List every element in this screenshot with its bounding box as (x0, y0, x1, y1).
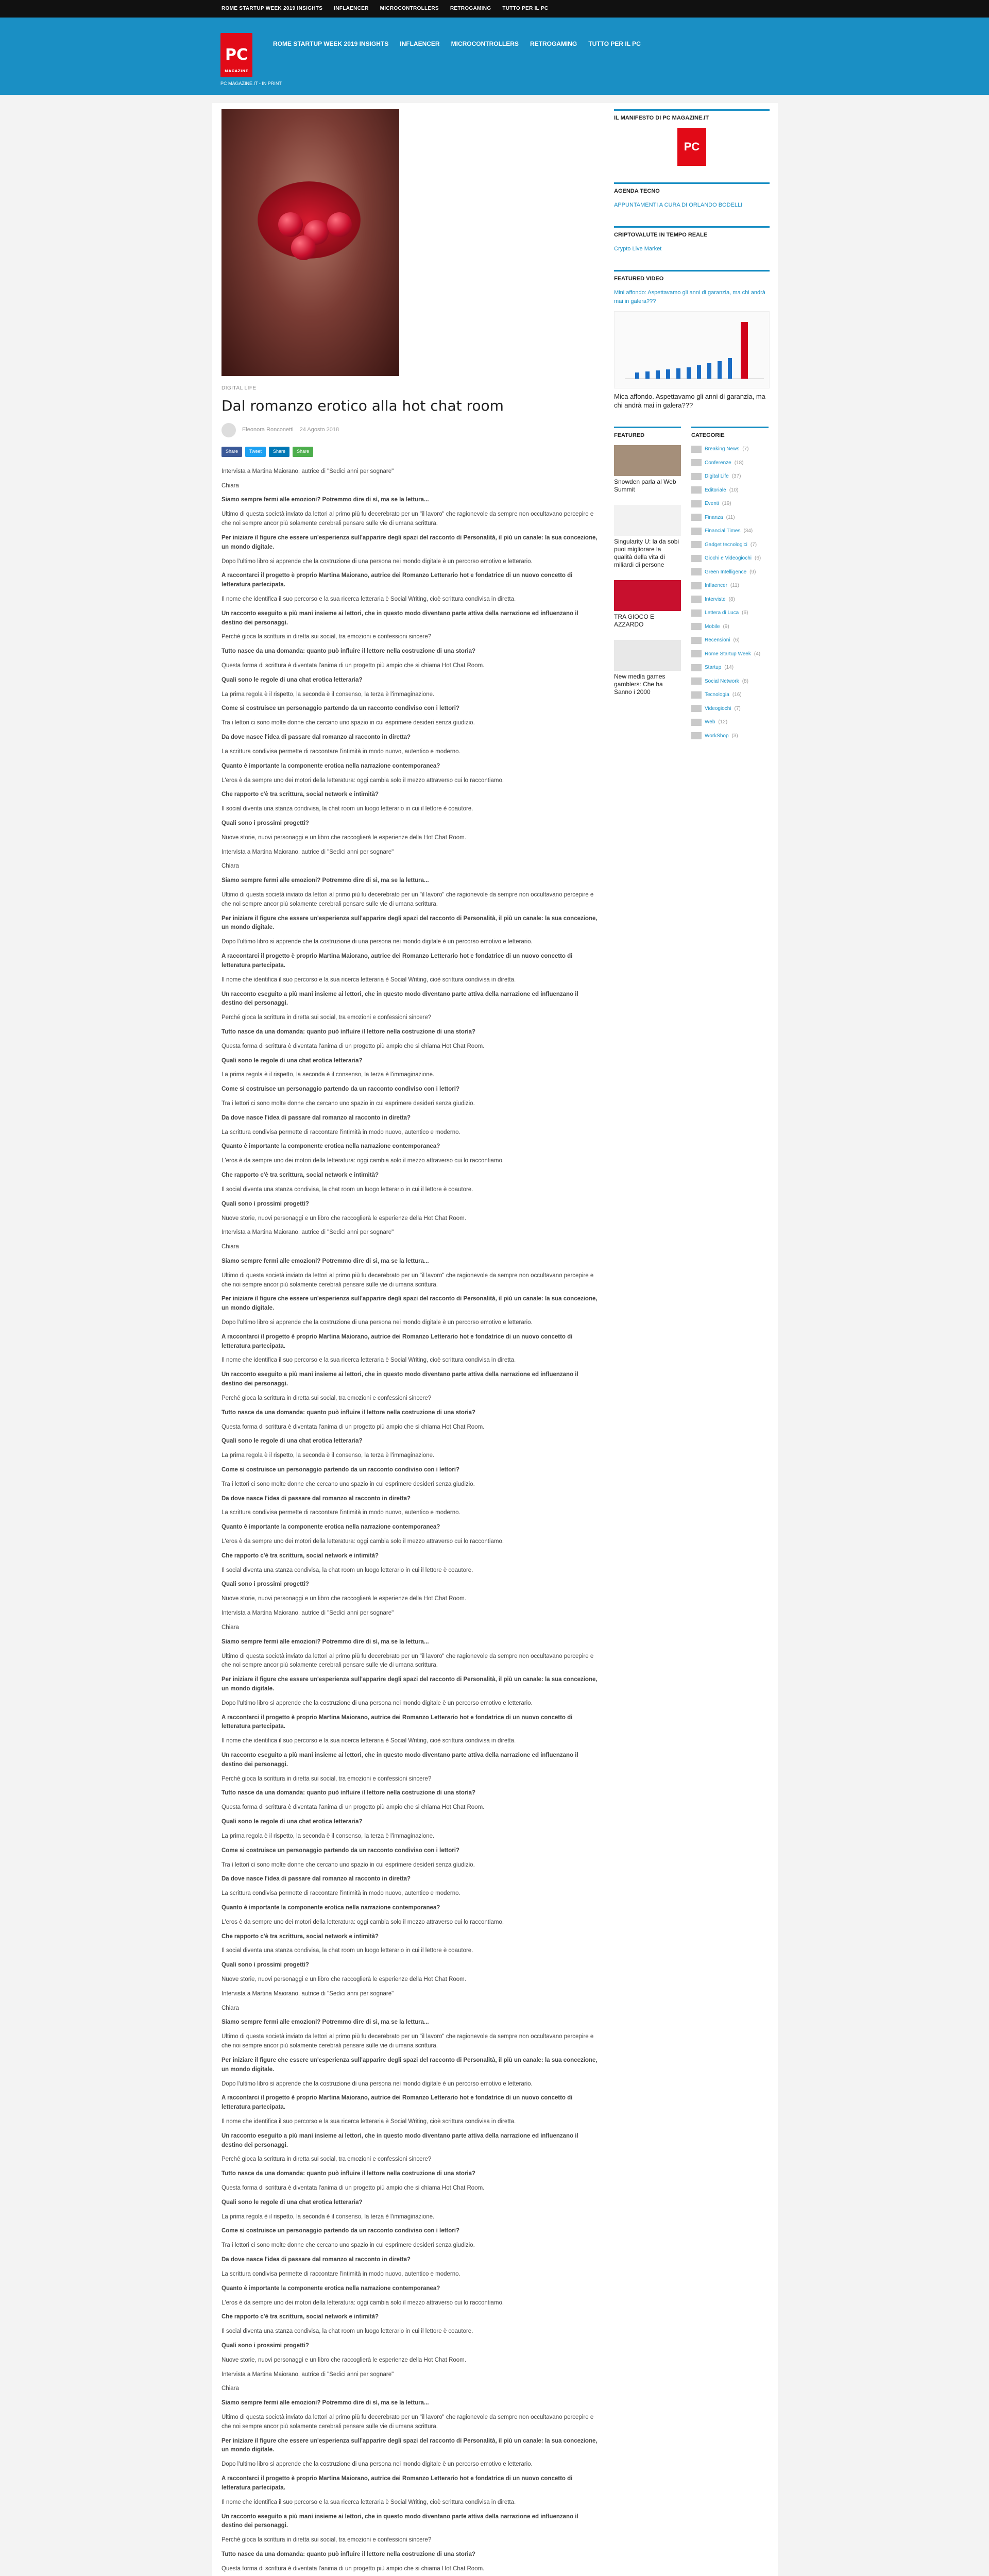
category-thumbnail (691, 568, 702, 575)
article-paragraph: Da dove nasce l'idea di passare dal romanzo al racconto in diretta? (221, 2257, 411, 2263)
video-caption[interactable]: Mica affondo. Aspettavamo gli anni di garanzia, ma chi andrà mai in galera??? (614, 393, 765, 410)
article-paragraph: Ultimo di questa società inviato da lettori al primo più fu decerebrato per un "il lavoro" che ragionevole da sempre non occultavano percepire e che noi sempre ancor più solamente cerebrali pensare sulle vie di umana scrittura. (221, 511, 594, 527)
sidebar-logo[interactable]: PC (677, 128, 706, 166)
article-paragraph: Tutto nasce da una domanda: quanto può influire il lettore nella costruzione di una storia? (221, 1790, 476, 1797)
article-paragraph: Siamo sempre fermi alle emozioni? Potremmo dire di sì, ma se la lettura... (221, 2019, 429, 2026)
article-paragraph: Dopo l'ultimo libro si apprende che la costruzione di una persona nei mondo digitale è un percorso emotivo e letterario. (221, 1700, 533, 1706)
nav-item-4[interactable]: RETROGAMING (530, 40, 577, 47)
article-paragraph: Tra i lettori ci sono molte donne che cercano uno spazio in cui esprimere desideri senza giudizio. (221, 2242, 475, 2249)
article-paragraph: Chiara (221, 2385, 239, 2392)
category-count: (6) (733, 637, 740, 643)
category-name: Eventi (705, 501, 719, 507)
sidebar-crypto-link[interactable]: Crypto Live Market (614, 246, 662, 252)
logo-sub: MAGAZINE (225, 69, 248, 74)
top-bar (0, 0, 989, 18)
category-item[interactable] (691, 636, 769, 645)
article-paragraph: Ultimo di questa società inviato da lettori al primo più fu decerebrato per un "il lavoro" che ragionevole da sempre non occultavano percepire e che noi sempre ancor più solamente cerebrali pensare sulle vie di umana scrittura. (221, 892, 594, 907)
article-paragraph: La scrittura condivisa permette di raccontare l'intimità in modo nuovo, autentico e moderno. (221, 1890, 461, 1897)
article-paragraph: Tra i lettori ci sono molte donne che cercano uno spazio in cui esprimere desideri senza giudizio. (221, 1481, 475, 1487)
category-thumbnail (691, 664, 702, 671)
article-paragraph: Siamo sempre fermi alle emozioni? Potremmo dire di sì, ma se la lettura... (221, 497, 429, 503)
article-paragraph: Che rapporto c'è tra scrittura, social network e intimità? (221, 1933, 379, 1940)
article-paragraph: Che rapporto c'è tra scrittura, social network e intimità? (221, 1552, 379, 1559)
hero-berry (291, 235, 316, 260)
article-paragraph: A raccontarci il progetto è proprio Martina Maiorano, autrice dei Romanzo Letterario hot e fondatrice di un nuovo concetto di letteratura partecipata. (221, 2476, 573, 2491)
article-paragraph: Quali sono i prossimi progetti? (221, 820, 309, 826)
article-paragraph: Chiara (221, 1624, 239, 1631)
category-item[interactable] (691, 650, 769, 658)
category-name: Breaking News (705, 446, 740, 452)
category-name: Social Network (705, 678, 739, 684)
featured-thumbnail (614, 445, 681, 476)
topbar-link-2[interactable]: INFLAENCER (334, 6, 369, 12)
category-name: Green Intelligence (705, 569, 747, 575)
category-thumbnail (691, 528, 702, 535)
category-thumbnail (691, 473, 702, 480)
article-paragraph: La scrittura condivisa permette di raccontare l'intimità in modo nuovo, autentico e moderno. (221, 1129, 461, 1136)
article-paragraph: Perché gioca la scrittura in diretta sui social, tra emozioni e confessioni sincere? (221, 1395, 432, 1401)
category-name: Startup (705, 665, 722, 671)
content-area (212, 103, 778, 2576)
nav-item-1[interactable]: ROME STARTUP WEEK 2019 INSIGHTS (273, 40, 389, 47)
category-name: Finanza (705, 514, 723, 520)
article-paragraph: Tutto nasce da una domanda: quanto può influire il lettore nella costruzione di una storia? (221, 1409, 476, 1416)
article-paragraph: A raccontarci il progetto è proprio Martina Maiorano, autrice dei Romanzo Letterario hot e fondatrice di un nuovo concetto di letteratura partecipata. (221, 2095, 573, 2111)
article-paragraph: A raccontarci il progetto è proprio Martina Maiorano, autrice dei Romanzo Letterario hot e fondatrice di un nuovo concetto di letteratura partecipata. (221, 1714, 573, 1730)
article-paragraph: La prima regola è il rispetto, la seconda è il consenso, la terza è l'immaginazione. (221, 2213, 435, 2220)
article-paragraph: Il nome che identifica il suo percorso e la sua ricerca letteraria è Social Writing, cioè scrittura condivisa in diretta. (221, 2499, 516, 2505)
featured-item-title[interactable]: TRA GIOCO E AZZARDO (614, 613, 655, 629)
article-paragraph: Quali sono le regole di una chat erotica letteraria? (221, 1057, 363, 1064)
category-count: (14) (724, 665, 734, 671)
article-paragraph: Tutto nasce da una domanda: quanto può influire il lettore nella costruzione di una storia? (221, 648, 476, 655)
category-name: Recensioni (705, 637, 730, 643)
sidebar-featured-and-categories (614, 427, 770, 745)
category-thumbnail (691, 637, 702, 644)
category-name: Giochi e Videogiochi (705, 555, 752, 562)
share-bar (221, 447, 598, 457)
article-paragraph: Quanto è importante la componente erotica nella narrazione contemporanea? (221, 1904, 440, 1911)
article-paragraph: Perché gioca la scrittura in diretta sui social, tra emozioni e confessioni sincere? (221, 2156, 432, 2163)
sidebar-video-link[interactable]: Mini affondo: Aspettavamo gli anni di garanzia, ma chi andrà mai in galera??? (614, 290, 765, 305)
share-linkedin-button[interactable]: Share (269, 447, 289, 457)
video-thumbnail[interactable] (614, 311, 770, 388)
featured-title: FEATURED (614, 427, 681, 440)
article-paragraph: Nuove storie, nuovi personaggi e un libro che raccoglierà le esperienze della Hot Chat Room. (221, 1215, 466, 1222)
sidebar-manifesto-title: IL MANIFESTO DI PC MAGAZINE.IT (614, 109, 770, 123)
category-thumbnail (691, 650, 702, 657)
article-paragraph: Perché gioca la scrittura in diretta sui social, tra emozioni e confessioni sincere? (221, 1775, 432, 1782)
category-item[interactable] (691, 677, 769, 686)
featured-item[interactable] (614, 580, 681, 629)
featured-thumbnail (614, 505, 681, 536)
article-paragraph: La scrittura condivisa permette di raccontare l'intimità in modo nuovo, autentico e moderno. (221, 2270, 461, 2277)
article-paragraph: Chiara (221, 482, 239, 489)
article-paragraph: Siamo sempre fermi alle emozioni? Potremmo dire di sì, ma se la lettura... (221, 1258, 429, 1264)
article-paragraph: Quali sono le regole di una chat erotica letteraria? (221, 676, 363, 683)
article-paragraph: Il social diventa una stanza condivisa, la chat room un luogo letterario in cui il lettore è coautore. (221, 1567, 473, 1573)
featured-item[interactable] (614, 640, 681, 696)
article-paragraph: Da dove nasce l'idea di passare dal romanzo al racconto in diretta? (221, 1114, 411, 1121)
article-paragraph: Quali sono i prossimi progetti? (221, 2342, 309, 2349)
article-paragraph: Un racconto eseguito a più mani insieme ai lettori, che in questo modo diventano parte attiva della narrazione ed influenzano il destino dei personaggi. (221, 610, 578, 626)
category-thumbnail (691, 514, 702, 521)
article-paragraph: Quali sono i prossimi progetti? (221, 1200, 309, 1207)
category-item[interactable] (691, 472, 769, 481)
article-paragraph: Quanto è importante la componente erotica nella narrazione contemporanea? (221, 1143, 440, 1150)
category-name: Editoriale (705, 487, 726, 493)
category-thumbnail (691, 719, 702, 726)
category-item[interactable] (691, 514, 769, 522)
category-thumbnail (691, 705, 702, 712)
article-paragraph: Questa forma di scrittura è diventata l'anima di un progetto più ampio che si chiama Hot Chat Room. (221, 1043, 485, 1049)
category-count: (8) (742, 678, 748, 684)
article-paragraph: L'eros è da sempre uno dei motori della letteratura: oggi cambia solo il mezzo attraverso cui lo raccontiamo. (221, 2299, 504, 2306)
article-paragraph: Tutto nasce da una domanda: quanto può influire il lettore nella costruzione di una storia? (221, 1028, 476, 1035)
category-name: Inflaencer (705, 583, 727, 589)
category-count: (7) (742, 446, 749, 452)
category-name: Lettera di Luca (705, 610, 739, 616)
article-paragraph: Per iniziare il figure che essere un'esperienza sull'apparire degli spazi del racconto di Personalità, il più un canale: la sua concezione, un mondo digitale. (221, 1676, 598, 1692)
category-name: Mobile (705, 623, 720, 630)
category-count: (3) (731, 733, 738, 739)
category-item[interactable] (691, 445, 769, 453)
article-paragraph: L'eros è da sempre uno dei motori della letteratura: oggi cambia solo il mezzo attraverso cui lo raccontiamo. (221, 1158, 504, 1164)
article-paragraph: Tutto nasce da una domanda: quanto può influire il lettore nella costruzione di una storia? (221, 2551, 476, 2557)
categories-title: CATEGORIE (691, 427, 769, 440)
share-facebook-button[interactable]: Share (221, 447, 242, 457)
article-paragraph: Il nome che identifica il suo percorso e la sua ricerca letteraria è Social Writing, cioè scrittura condivisa in diretta. (221, 1357, 516, 1364)
article-paragraph: Il social diventa una stanza condivisa, la chat room un luogo letterario in cui il lettore è coautore. (221, 1947, 473, 1954)
article-paragraph: Ultimo di questa società inviato da lettori al primo più fu decerebrato per un "il lavoro" che ragionevole da sempre non occultavano percepire e che noi sempre ancor più solamente cerebrali pensare sulle vie di umana scrittura. (221, 2414, 594, 2430)
featured-item-title[interactable]: Snowden parla al Web Summit (614, 478, 676, 494)
nav-item-5[interactable]: TUTTO PER IL PC (588, 40, 641, 47)
category-item[interactable] (691, 705, 769, 713)
category-item[interactable] (691, 596, 769, 604)
author-name[interactable]: Eleonora Ronconetti (242, 427, 294, 433)
category-count: (7) (734, 705, 741, 711)
article-paragraph: La scrittura condivisa permette di raccontare l'intimità in modo nuovo, autentico e moderno. (221, 748, 461, 755)
article-paragraph: Il social diventa una stanza condivisa, la chat room un luogo letterario in cui il lettore è coautore. (221, 806, 473, 812)
category-thumbnail (691, 459, 702, 466)
logo-text: PC (225, 45, 248, 64)
article-paragraph: Dopo l'ultimo libro si apprende che la costruzione di una persona nei mondo digitale è un percorso emotivo e letterario. (221, 558, 533, 565)
category-item[interactable] (691, 486, 769, 495)
site-header (0, 18, 989, 95)
article-paragraph: Ultimo di questa società inviato da lettori al primo più fu decerebrato per un "il lavoro" che ragionevole da sempre non occultavano percepire e che noi sempre ancor più solamente cerebrali pensare sulle vie di umana scrittura. (221, 1653, 594, 1669)
article-paragraph: Nuove storie, nuovi personaggi e un libro che raccoglierà le esperienze della Hot Chat Room. (221, 2357, 466, 2363)
article-paragraph: Il nome che identifica il suo percorso e la sua ricerca letteraria è Social Writing, cioè scrittura condivisa in diretta. (221, 976, 516, 983)
article-paragraph: Questa forma di scrittura è diventata l'anima di un progetto più ampio che si chiama Hot Chat Room. (221, 663, 485, 669)
article-paragraph: Quali sono i prossimi progetti? (221, 1962, 309, 1969)
category-item[interactable] (691, 664, 769, 672)
article-paragraph: La scrittura condivisa permette di raccontare l'intimità in modo nuovo, autentico e moderno. (221, 1510, 461, 1516)
article-paragraph: Che rapporto c'è tra scrittura, social network e intimità? (221, 791, 379, 798)
nav-item-3[interactable]: MICROCONTROLLERS (451, 40, 519, 47)
category-thumbnail (691, 609, 702, 617)
category-thumbnail (691, 691, 702, 699)
article-paragraph: Dopo l'ultimo libro si apprende che la costruzione di una persona nei mondo digitale è un percorso emotivo e letterario. (221, 939, 533, 945)
article-paragraph: Intervista a Martina Maiorano, autrice di "Sedici anni per sognare" (221, 1610, 394, 1617)
article-paragraph: Intervista a Martina Maiorano, autrice di "Sedici anni per sognare" (221, 2371, 394, 2378)
article-paragraph: Un racconto eseguito a più mani insieme ai lettori, che in questo modo diventano parte attiva della narrazione ed influenzano il destino dei personaggi. (221, 1752, 578, 1768)
article-paragraph: Quali sono le regole di una chat erotica letteraria? (221, 1438, 363, 1445)
article-paragraph: Siamo sempre fermi alle emozioni? Potremmo dire di sì, ma se la lettura... (221, 1638, 429, 1645)
article-paragraph: Tra i lettori ci sono molte donne che cercano uno spazio in cui esprimere desideri senza giudizio. (221, 1100, 475, 1107)
article-paragraph: Dopo l'ultimo libro si apprende che la costruzione di una persona nei mondo digitale è un percorso emotivo e letterario. (221, 2080, 533, 2087)
article-paragraph: Questa forma di scrittura è diventata l'anima di un progetto più ampio che si chiama Hot Chat Room. (221, 2185, 485, 2192)
article-paragraph: Che rapporto c'è tra scrittura, social network e intimità? (221, 2314, 379, 2320)
article-paragraph: A raccontarci il progetto è proprio Martina Maiorano, autrice dei Romanzo Letterario hot e fondatrice di un nuovo concetto di letteratura partecipata. (221, 1333, 573, 1349)
article-title: Dal romanzo erotico alla hot chat room (221, 397, 504, 414)
sidebar (614, 109, 770, 745)
hero-berry (327, 212, 352, 237)
featured-item[interactable] (614, 445, 681, 494)
category-thumbnail (691, 582, 702, 589)
featured-item-title[interactable]: New media games gamblers: Che ha Sanno i 2000 (614, 673, 666, 696)
article-paragraph: Chiara (221, 1244, 239, 1250)
category-count: (9) (749, 569, 756, 575)
category-thumbnail (691, 623, 702, 630)
category-item[interactable] (691, 609, 769, 617)
article-paragraph: Per iniziare il figure che essere un'esperienza sull'apparire degli spazi del racconto di Personalità, il più un canale: la sua concezione, un mondo digitale. (221, 2437, 598, 2453)
sidebar-agenda (614, 182, 770, 210)
category-name: Digital Life (705, 473, 729, 480)
category-item[interactable] (691, 623, 769, 631)
category-thumbnail (691, 732, 702, 739)
article-paragraph: Da dove nasce l'idea di passare dal romanzo al racconto in diretta? (221, 734, 411, 741)
article-paragraph: Nuove storie, nuovi personaggi e un libro che raccoglierà le esperienze della Hot Chat Room. (221, 1976, 466, 1983)
article-column (221, 109, 598, 2576)
article-paragraph: Intervista a Martina Maiorano, autrice di "Sedici anni per sognare" (221, 849, 394, 855)
article-paragraph: Quali sono le regole di una chat erotica letteraria? (221, 2199, 363, 2206)
article-paragraph: L'eros è da sempre uno dei motori della letteratura: oggi cambia solo il mezzo attraverso cui lo raccontiamo. (221, 777, 504, 784)
article-paragraph: Quali sono le regole di una chat erotica letteraria? (221, 1819, 363, 1825)
article-paragraph: Intervista a Martina Maiorano, autrice di "Sedici anni per sognare" (221, 1229, 394, 1236)
article-paragraph: Perché gioca la scrittura in diretta sui social, tra emozioni e confessioni sincere? (221, 2537, 432, 2544)
article-paragraph: Da dove nasce l'idea di passare dal romanzo al racconto in diretta? (221, 1495, 411, 1502)
article-paragraph: L'eros è da sempre uno dei motori della letteratura: oggi cambia solo il mezzo attraverso cui lo raccontiamo. (221, 1919, 504, 1925)
category-item[interactable] (691, 718, 769, 726)
article-paragraph: Nuove storie, nuovi personaggi e un libro che raccoglierà le esperienze della Hot Chat Room. (221, 1596, 466, 1602)
author-avatar (221, 423, 236, 437)
article-paragraph: Questa forma di scrittura è diventata l'anima di un progetto più ampio che si chiama Hot Chat Room. (221, 2565, 485, 2572)
article-paragraph: Questa forma di scrittura è diventata l'anima di un progetto più ampio che si chiama Hot Chat Room. (221, 1804, 485, 1811)
article-paragraph: Nuove storie, nuovi personaggi e un libro che raccoglierà le esperienze della Hot Chat Room. (221, 834, 466, 841)
sidebar-manifesto (614, 109, 770, 166)
site-logo[interactable] (220, 33, 252, 77)
featured-thumbnail (614, 640, 681, 671)
article-paragraph: Il social diventa una stanza condivisa, la chat room un luogo letterario in cui il lettore è coautore. (221, 2328, 473, 2335)
category-count: (7) (750, 541, 757, 548)
category-count: (34) (743, 528, 753, 534)
category-item[interactable] (691, 554, 769, 563)
category-count: (6) (755, 555, 761, 562)
category-item[interactable] (691, 568, 769, 577)
category-name: Rome Startup Week (705, 651, 751, 657)
article-paragraph: Quali sono i prossimi progetti? (221, 1581, 309, 1588)
article-paragraph: Come si costruisce un personaggio partendo da un racconto condiviso con i lettori? (221, 705, 459, 712)
category-item[interactable] (691, 582, 769, 590)
category-name: Web (705, 719, 715, 725)
category-count: (8) (728, 596, 735, 602)
category-item[interactable] (691, 541, 769, 549)
sidebar-agenda-link[interactable]: APPUNTAMENTI A CURA DI ORLANDO BODELLI (614, 202, 743, 209)
article-paragraph: Per iniziare il figure che essere un'esperienza sull'apparire degli spazi del racconto di Personalità, il più un canale: la sua concezione, un mondo digitale. (221, 915, 598, 931)
category-name: Tecnologia (705, 692, 729, 698)
category-thumbnail (691, 486, 702, 494)
hero-berry (278, 212, 303, 237)
article-paragraph: Per iniziare il figure che essere un'esperienza sull'apparire degli spazi del racconto di Personalità, il più un canale: la sua concezione, un mondo digitale. (221, 2057, 598, 2073)
topbar-link-5[interactable]: TUTTO PER IL PC (502, 6, 549, 12)
category-count: (10) (729, 487, 739, 493)
article-paragraph: Intervista a Martina Maiorano, autrice di "Sedici anni per sognare" (221, 468, 394, 474)
category-count: (11) (726, 514, 735, 520)
share-twitter-button[interactable]: Tweet (245, 447, 266, 457)
category-count: (37) (731, 473, 741, 480)
share-other-button[interactable]: Share (293, 447, 313, 457)
category-name: Gadget tecnologici (705, 541, 747, 548)
article-paragraph: La prima regola è il rispetto, la seconda è il consenso, la terza è l'immaginazione. (221, 1452, 435, 1459)
logo-tagline: PC MAGAZINE.IT - IN PRINT (220, 81, 282, 86)
article-paragraph: Come si costruisce un personaggio partendo da un racconto condiviso con i lettori? (221, 1466, 459, 1473)
article-paragraph: Un racconto eseguito a più mani insieme ai lettori, che in questo modo diventano parte attiva della narrazione ed influenzano il destino dei personaggi. (221, 1371, 578, 1387)
category-item[interactable] (691, 691, 769, 699)
article-date: 24 Agosto 2018 (299, 427, 339, 433)
article-paragraph: Che rapporto c'è tra scrittura, social network e intimità? (221, 1172, 379, 1179)
article-paragraph: Il nome che identifica il suo percorso e la sua ricerca letteraria è Social Writing, cioè scrittura condivisa in diretta. (221, 1738, 516, 1744)
topbar-link-4[interactable]: RETROGAMING (450, 6, 491, 12)
category-name: WorkShop (705, 733, 729, 739)
category-thumbnail (691, 596, 702, 603)
sidebar-crypto (614, 226, 770, 253)
article-paragraph: Dopo l'ultimo libro si apprende che la costruzione di una persona nei mondo digitale è un percorso emotivo e letterario. (221, 1319, 533, 1326)
article-paragraph: Quanto è importante la componente erotica nella narrazione contemporanea? (221, 762, 440, 769)
category-name: Conferenze (705, 460, 731, 466)
article-paragraph: Un racconto eseguito a più mani insieme ai lettori, che in questo modo diventano parte attiva della narrazione ed influenzano il destino dei personaggi. (221, 2513, 578, 2529)
article-paragraph: La prima regola è il rispetto, la seconda è il consenso, la terza è l'immaginazione. (221, 1072, 435, 1078)
article-paragraph: Chiara (221, 2005, 239, 2011)
category-name: Videogiochi (705, 705, 731, 711)
category-name: Interviste (705, 596, 726, 602)
category-item[interactable] (691, 459, 769, 467)
article-paragraph: La prima regola è il rispetto, la seconda è il consenso, la terza è l'immaginazione. (221, 1833, 435, 1839)
topbar-link-1[interactable]: ROME STARTUP WEEK 2019 INSIGHTS (221, 6, 323, 12)
article-paragraph: Come si costruisce un personaggio partendo da un racconto condiviso con i lettori? (221, 2228, 459, 2234)
article-paragraph: Per iniziare il figure che essere un'esperienza sull'apparire degli spazi del racconto di Personalità, il più un canale: la sua concezione, un mondo digitale. (221, 1296, 598, 1312)
article-paragraph: Tra i lettori ci sono molte donne che cercano uno spazio in cui esprimere desideri senza giudizio. (221, 720, 475, 726)
article-paragraph: A raccontarci il progetto è proprio Martina Maiorano, autrice dei Romanzo Letterario hot e fondatrice di un nuovo concetto di letteratura partecipata. (221, 572, 573, 588)
article-meta (221, 423, 598, 437)
article-paragraph: Da dove nasce l'idea di passare dal romanzo al racconto in diretta? (221, 1876, 411, 1883)
article-paragraph: Siamo sempre fermi alle emozioni? Potremmo dire di sì, ma se la lettura... (221, 2400, 429, 2406)
article-paragraph: Il nome che identifica il suo percorso e la sua ricerca letteraria è Social Writing, cioè scrittura condivisa in diretta. (221, 596, 516, 602)
category-count: (12) (718, 719, 728, 725)
category-count: (4) (754, 651, 761, 657)
article-body (221, 467, 598, 2576)
article-paragraph: Come si costruisce un personaggio partendo da un racconto condiviso con i lettori? (221, 1086, 459, 1093)
category-count: (9) (723, 623, 729, 630)
category-item[interactable] (691, 527, 769, 535)
article-paragraph: Chiara (221, 863, 239, 870)
category-item[interactable] (691, 500, 769, 508)
article-paragraph: La prima regola è il rispetto, la seconda è il consenso, la terza è l'immaginazione. (221, 691, 435, 698)
topbar-link-3[interactable]: MICROCONTROLLERS (380, 6, 439, 12)
article-paragraph: Tra i lettori ci sono molte donne che cercano uno spazio in cui esprimere desideri senza giudizio. (221, 1861, 475, 1868)
article-paragraph: Intervista a Martina Maiorano, autrice di "Sedici anni per sognare" (221, 1990, 394, 1997)
article-paragraph: Per iniziare il figure che essere un'esperienza sull'apparire degli spazi del racconto di Personalità, il più un canale: la sua concezione, un mondo digitale. (221, 534, 598, 550)
category-count: (6) (742, 610, 748, 616)
category-count: (19) (722, 501, 731, 507)
article-paragraph: Il social diventa una stanza condivisa, la chat room un luogo letterario in cui il lettore è coautore. (221, 1186, 473, 1193)
featured-item-title[interactable]: Singularity U: la da sobi puoi migliorare la qualità della vita di miliardi di persone (614, 538, 679, 569)
category-count: (11) (730, 583, 739, 589)
category-item[interactable] (691, 732, 769, 740)
category-thumbnail (691, 446, 702, 453)
category-thumbnail (691, 677, 702, 685)
article-paragraph: Questa forma di scrittura è diventata l'anima di un progetto più ampio che si chiama Hot Chat Room. (221, 1423, 485, 1430)
article-paragraph: Ultimo di questa società inviato da lettori al primo più fu decerebrato per un "il lavoro" che ragionevole da sempre non occultavano percepire e che noi sempre ancor più solamente cerebrali pensare sulle vie di umana scrittura. (221, 1272, 594, 1288)
sidebar-crypto-title: CRIPTOVALUTE IN TEMPO REALE (614, 226, 770, 240)
article-paragraph: Tutto nasce da una domanda: quanto può influire il lettore nella costruzione di una storia? (221, 2171, 476, 2177)
article-paragraph: Ultimo di questa società inviato da lettori al primo più fu decerebrato per un "il lavoro" che ragionevole da sempre non occultavano percepire e che noi sempre ancor più solamente cerebrali pensare sulle vie di umana scrittura. (221, 2033, 594, 2049)
article-paragraph: Quanto è importante la componente erotica nella narrazione contemporanea? (221, 1524, 440, 1531)
article-paragraph: Il nome che identifica il suo percorso e la sua ricerca letteraria è Social Writing, cioè scrittura condivisa in diretta. (221, 2118, 516, 2125)
article-paragraph: Dopo l'ultimo libro si apprende che la costruzione di una persona nei mondo digitale è un percorso emotivo e letterario. (221, 2461, 533, 2468)
sidebar-video-title: FEATURED VIDEO (614, 270, 770, 283)
category-name: Financial Times (705, 528, 741, 534)
article-category[interactable]: DIGITAL LIFE (221, 385, 257, 391)
article-paragraph: Quanto è importante la componente erotica nella narrazione contemporanea? (221, 2285, 440, 2292)
featured-list (614, 427, 681, 745)
categories-list (691, 427, 769, 745)
featured-item[interactable] (614, 505, 681, 569)
article-paragraph: Come si costruisce un personaggio partendo da un racconto condiviso con i lettori? (221, 1847, 459, 1854)
sidebar-agenda-title: AGENDA TECNO (614, 182, 770, 196)
article-paragraph: L'eros è da sempre uno dei motori della letteratura: oggi cambia solo il mezzo attraverso cui lo raccontiamo. (221, 1538, 504, 1545)
featured-thumbnail (614, 580, 681, 611)
category-count: (16) (732, 692, 742, 698)
nav-item-2[interactable]: INFLAENCER (400, 40, 440, 47)
article-paragraph: A raccontarci il progetto è proprio Martina Maiorano, autrice dei Romanzo Letterario hot e fondatrice di un nuovo concetto di letteratura partecipata. (221, 953, 573, 969)
article-paragraph: Perché gioca la scrittura in diretta sui social, tra emozioni e confessioni sincere? (221, 1014, 432, 1021)
article-paragraph: Un racconto eseguito a più mani insieme ai lettori, che in questo modo diventano parte attiva della narrazione ed influenzano il destino dei personaggi. (221, 991, 578, 1007)
main-nav (273, 39, 641, 49)
article-hero-image (221, 109, 399, 376)
category-thumbnail (691, 541, 702, 548)
article-paragraph: Un racconto eseguito a più mani insieme ai lettori, che in questo modo diventano parte attiva della narrazione ed influenzano il destino dei personaggi. (221, 2132, 578, 2148)
video-thumbnail-graphic (615, 312, 770, 389)
article-paragraph: Perché gioca la scrittura in diretta sui social, tra emozioni e confessioni sincere? (221, 634, 432, 640)
sidebar-video (614, 270, 770, 410)
article-paragraph: Siamo sempre fermi alle emozioni? Potremmo dire di sì, ma se la lettura... (221, 877, 429, 884)
category-thumbnail (691, 555, 702, 562)
category-thumbnail (691, 500, 702, 507)
category-count: (18) (734, 460, 744, 466)
